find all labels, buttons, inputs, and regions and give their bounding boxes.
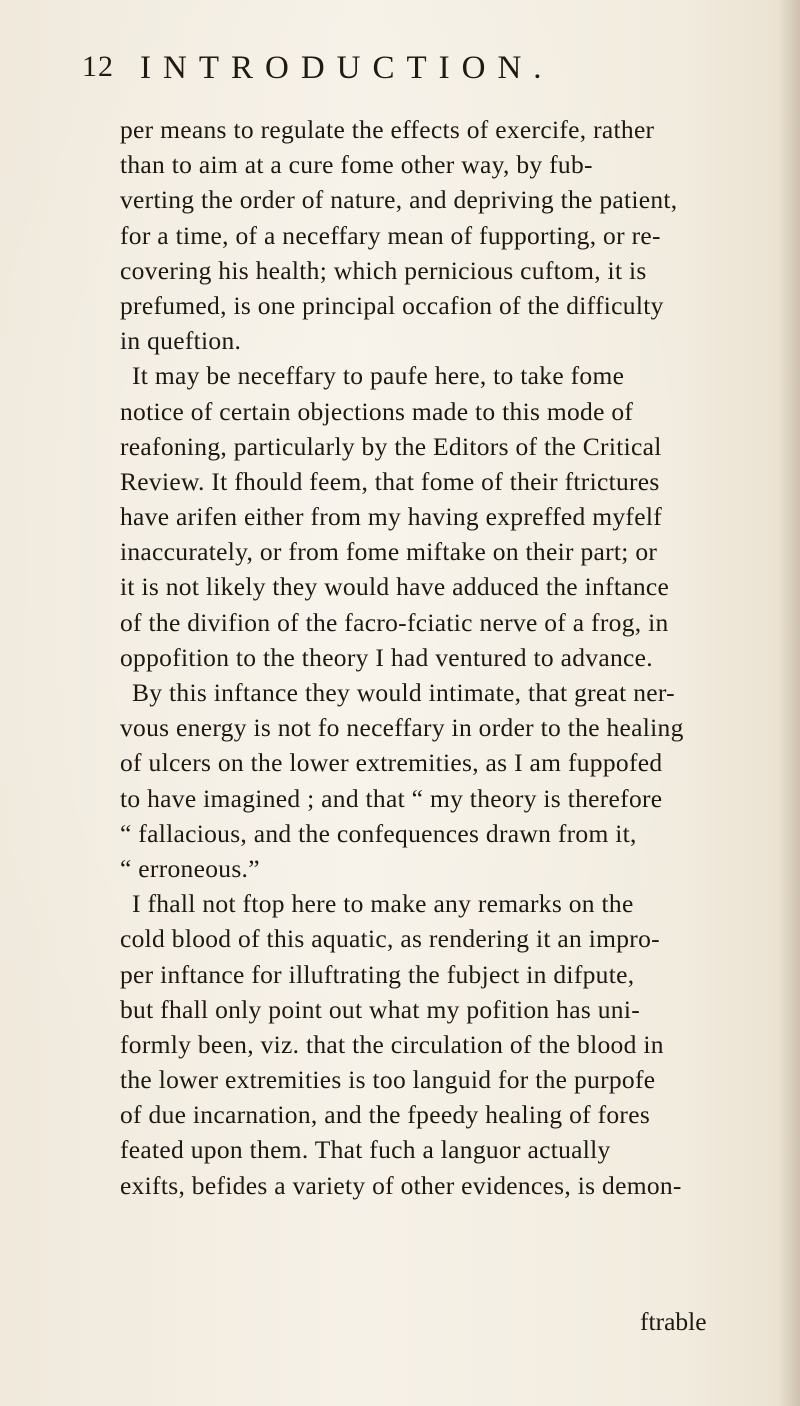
text-line-17: By this inftance they would intimate, that great ner-: [132, 678, 675, 707]
text-line-13: inaccurately, or from fome miftake on their part; or: [120, 537, 658, 567]
catchword: ftrable: [640, 1307, 707, 1336]
text-line-4: for a time, of a neceffary mean of fupporting, or re-: [120, 220, 661, 250]
text-line-29: of due incarnation, and the fpeedy healing of fores: [120, 1100, 651, 1130]
text-line-16: oppofition to the theory I had ventured to advance.: [120, 642, 653, 672]
page-number: 12: [82, 50, 114, 83]
text-line-21: “ fallacious, and the confequences drawn from it,: [120, 818, 637, 848]
text-line-31: exifts, befides a variety of other evidences, is demon-: [120, 1170, 682, 1200]
body-text: [122, 112, 702, 1203]
text-line-5: covering his health; which pernicious cuftom, it is: [120, 255, 647, 285]
text-line-1: per means to regulate the effects of exercife, rather: [120, 115, 655, 144]
text-line-24: cold blood of this aquatic, as rendering it an impro-: [120, 924, 660, 954]
text-line-23: I fhall not ftop here to make any remarks on the: [132, 889, 634, 919]
text-line-6: prefumed, is one principal occafion of the difficulty: [120, 290, 664, 320]
text-line-14: it is not likely they would have adduced the inftance: [120, 572, 670, 602]
text-line-22: “ erroneous.”: [120, 853, 260, 883]
text-line-9: notice of certain objections made to this mode of: [120, 396, 634, 426]
text-line-2: than to aim at a cure fome other way, by fub-: [120, 150, 593, 180]
running-head-title: INTRODUCTION.: [140, 50, 554, 86]
text-line-15: of the divifion of the facro-fciatic nerve of a frog, in: [120, 607, 669, 637]
text-line-27: formly been, viz. that the circulation of the blood in: [120, 1029, 664, 1059]
text-line-12: have arifen either from my having expreffed myfelf: [120, 502, 663, 532]
text-line-8: It may be neceffary to paufe here, to take fome: [132, 361, 625, 391]
text-line-30: feated upon them. That fuch a languor actually: [120, 1135, 611, 1165]
text-line-19: of ulcers on the lower extremities, as I am fuppofed: [120, 748, 663, 778]
text-line-26: but fhall only point out what my pofition has uni-: [120, 994, 640, 1024]
text-line-11: Review. It fhould feem, that fome of their ftrictures: [120, 466, 660, 496]
text-line-28: the lower extremities is too languid for the purpofe: [120, 1065, 656, 1095]
text-line-10: reafoning, particularly by the Editors of the Critical: [120, 431, 662, 461]
text-line-20: to have imagined ; and that “ my theory is therefore: [120, 783, 663, 813]
text-line-18: vous energy is not fo neceffary in order to the healing: [120, 713, 684, 743]
text-line-25: per inftance for illuftrating the fubject in difpute,: [120, 959, 635, 989]
text-line-3: verting the order of nature, and depriving the patient,: [120, 185, 678, 215]
running-head: [82, 50, 722, 94]
page-edge-shadow: [778, 0, 800, 1406]
text-line-7: in queftion.: [120, 326, 242, 356]
